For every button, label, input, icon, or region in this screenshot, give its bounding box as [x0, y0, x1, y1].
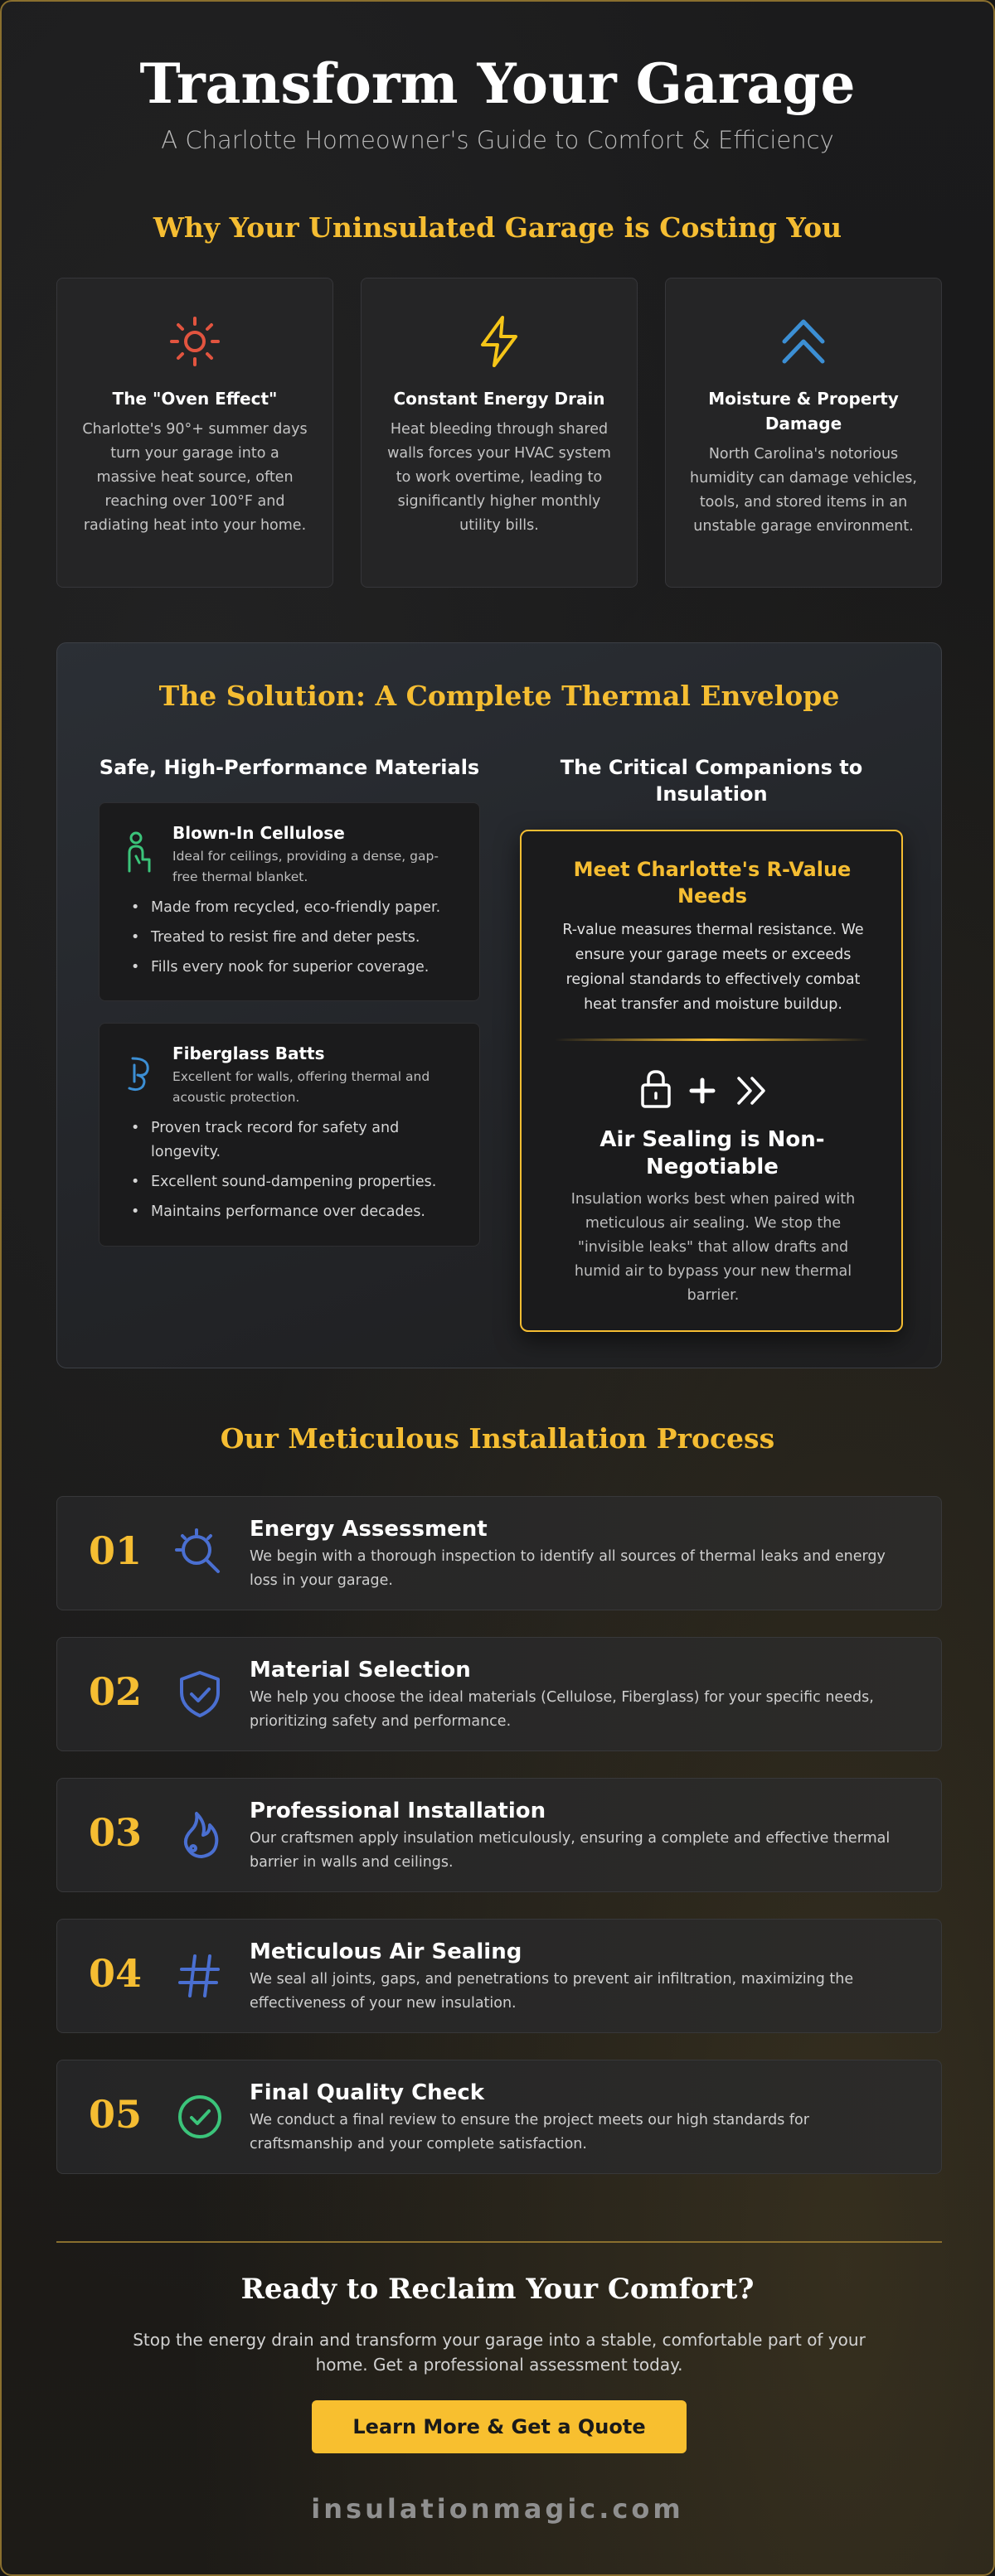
material-title: Fiberglass Batts — [172, 1043, 325, 1063]
solution-section — [56, 642, 942, 1368]
step-text: Our craftsmen apply insulation meticulously, ensuring a complete and effective thermal barrier in walls and ceilings. — [250, 1830, 891, 1871]
air-sealing-title: Air Sealing is Non-Negotiable — [599, 1127, 825, 1179]
step-number: 01 — [89, 1528, 143, 1573]
process-step-installation — [56, 1778, 942, 1892]
footer-brand-link[interactable]: insulationmagic.com — [311, 2493, 684, 2525]
material-description: Excellent for walls, offering thermal and acoustic protection. — [172, 1069, 430, 1105]
material-bullets — [131, 896, 459, 985]
companions-heading: The Critical Companions to Insulation — [560, 756, 863, 806]
step-text: We begin with a thorough inspection to identify all sources of thermal leaks and energy loss in your garage. — [250, 1548, 886, 1589]
magnifier-sparkle-icon — [173, 1527, 226, 1580]
process-step-quality-check — [56, 2060, 942, 2174]
page-subtitle: A Charlotte Homeowner's Guide to Comfort & Efficiency — [161, 126, 834, 154]
cta-title: Ready to Reclaim Your Comfort? — [240, 2273, 755, 2306]
list-item: • Maintains performance over decades. — [131, 1200, 459, 1224]
step-number: 05 — [89, 2092, 143, 2137]
problem-card-oven-effect — [56, 278, 333, 588]
section-divider — [56, 2241, 942, 2243]
step-title: Energy Assessment — [250, 1517, 488, 1542]
process-step-assessment — [56, 1496, 942, 1610]
step-title: Final Quality Check — [250, 2080, 485, 2105]
lock-plus-arrows-icon — [638, 1068, 787, 1111]
lightning-bolt-icon — [469, 312, 529, 371]
process-section-title: Our Meticulous Installation Process — [220, 1422, 775, 1455]
air-sealing-text: Insulation works best when paired with meticulous air sealing. We stop the "invisible leaks" that allow drafts and humid air to bypass your new thermal barrier. — [570, 1191, 856, 1304]
problem-card-energy-drain — [361, 278, 638, 588]
get-quote-button[interactable]: Learn More & Get a Quote — [312, 2400, 687, 2453]
double-chevron-up-icon — [774, 312, 833, 371]
step-number: 04 — [89, 1951, 143, 1996]
cta-text: Stop the energy drain and transform your garage into a stable, comfortable part of your home. Get a professional assessment today. — [133, 2330, 866, 2375]
step-title: Professional Installation — [250, 1799, 546, 1823]
problem-card-title: The "Oven Effect" — [112, 389, 278, 409]
step-title: Meticulous Air Sealing — [250, 1939, 522, 1964]
problem-card-title: Moisture & Property Damage — [708, 389, 899, 433]
problem-card-text: Charlotte's 90°+ summer days turn your garage into a massive heat source, often reaching over 100°F and radiating heat into your home. — [82, 421, 308, 534]
list-item: • Excellent sound-dampening properties. — [131, 1170, 459, 1194]
material-title: Blown-In Cellulose — [172, 823, 345, 843]
step-text: We conduct a final review to ensure the project meets our high standards for craftsmanship and your complete satisfaction. — [250, 2112, 809, 2152]
step-title: Material Selection — [250, 1658, 471, 1683]
rvalue-title: Meet Charlotte's R-Value Needs — [573, 858, 852, 908]
step-number: 03 — [89, 1810, 143, 1855]
problem-card-title: Constant Energy Drain — [393, 389, 605, 409]
list-item: • Treated to resist fire and deter pests. — [131, 926, 459, 950]
rvalue-text: R-value measures thermal resistance. We ensure your garage meets or exceeds regional standards to effectively combat heat transfer and moisture buildup. — [562, 922, 864, 1013]
problem-card-text: North Carolina's notorious humidity can damage vehicles, tools, and stored items in an unstable garage environment. — [690, 446, 917, 535]
fiber-swirl-icon — [121, 1052, 158, 1095]
person-seated-icon — [121, 831, 158, 874]
problem-card-text: Heat bleeding through shared walls forces your HVAC system to work overtime, leading to significantly higher monthly utility bills. — [387, 421, 611, 534]
process-step-material — [56, 1637, 942, 1751]
materials-heading: Safe, High-Performance Materials — [99, 756, 480, 779]
list-item: • Proven track record for safety and longevity. — [131, 1116, 459, 1165]
gold-divider — [555, 1039, 870, 1041]
hash-icon — [173, 1949, 226, 2002]
list-item: • Fills every nook for superior coverage. — [131, 956, 459, 980]
material-bullets — [131, 1116, 459, 1230]
process-step-air-sealing — [56, 1919, 942, 2033]
list-item: • Made from recycled, eco-friendly paper. — [131, 896, 459, 920]
check-circle-icon — [173, 2090, 226, 2143]
step-text: We seal all joints, gaps, and penetrations to prevent air infiltration, maximizing the effectiveness of your new insulation. — [250, 1971, 854, 2012]
rvalue-card — [520, 830, 903, 1332]
material-card-cellulose — [99, 802, 480, 1001]
problem-card-moisture — [665, 278, 942, 588]
step-text: We help you choose the ideal materials (Cellulose, Fiberglass) for your specific needs, prioritizing safety and performance. — [250, 1689, 874, 1730]
material-description: Ideal for ceilings, providing a dense, gap-free thermal blanket. — [172, 849, 439, 884]
step-number: 02 — [89, 1669, 143, 1714]
flame-icon — [173, 1809, 226, 1862]
solution-section-title: The Solution: A Complete Thermal Envelope — [158, 680, 840, 712]
material-card-fiberglass — [99, 1023, 480, 1247]
page-title: Transform Your Garage — [139, 51, 856, 116]
shield-check-icon — [173, 1668, 226, 1721]
problems-section-title: Why Your Uninsulated Garage is Costing You — [153, 211, 842, 244]
sun-icon — [165, 312, 225, 371]
